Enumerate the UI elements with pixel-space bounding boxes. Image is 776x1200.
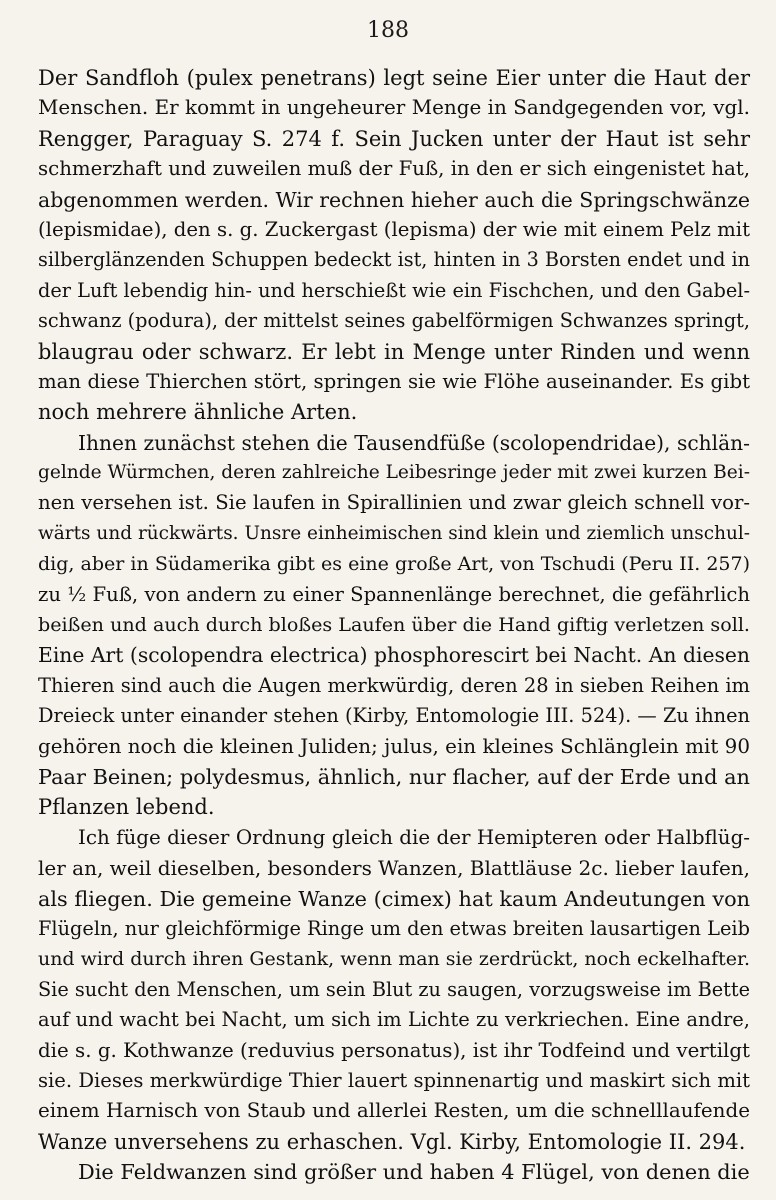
text-line: wärts und rückwärts. Unsre einheimischen sind klein und ziemlich unschul- (38, 522, 750, 544)
text-line: Eine Art (scolopendra electrica) phosphorescirt bei Nacht. An diesen (38, 643, 750, 668)
text-line: Flügeln, nur gleichförmige Ringe um den etwas breiten lausartigen Leib (38, 916, 750, 940)
text-line: dig, aber in Südamerika gibt es eine große Art, von Tschudi (Peru II. 257) (38, 553, 750, 576)
paragraph (38, 428, 750, 823)
text-line: (lepismidae), den s. g. Zuckergast (lepisma) der wie mit einem Pelz mit (38, 217, 750, 241)
text-line: Sie sucht den Menschen, um sein Blut zu saugen, vorzugsweise im Bette (38, 977, 750, 1001)
text-line: schmerzhaft und zuweilen muß der Fuß, in den er sich eingenistet hat, (38, 157, 751, 181)
text-line: sie. Dieses merkwürdige Thier lauert spinnenartig und maskirt sich mit (38, 1068, 750, 1092)
text-line: schwanz (podura), der mittelst seines gabelförmigen Schwanzes springt, (38, 309, 750, 333)
text-line: beißen und auch durch bloßes Laufen über die Hand giftig verletzen soll. (38, 613, 750, 637)
text-line: gelnde Würmchen, deren zahlreiche Leibesringe jeder mit zwei kurzen Bei- (38, 462, 750, 484)
text-line: noch mehrere ähnliche Arten. (38, 400, 358, 425)
text-line: abgenommen werden. Wir rechnen hieher auch die Springschwänze (38, 187, 750, 212)
text-line: zu ½ Fuß, von andern zu einer Spannenlänge berechnet, die gefährlich (38, 582, 750, 606)
text-line: Dreieck unter einander stehen (Kirby, Entomologie III. 524). — Zu ihnen (38, 704, 750, 728)
text-line: Thieren sind auch die Augen merkwürdig, deren 28 in sieben Reihen im (38, 673, 750, 697)
text-line: Ich füge dieser Ordnung gleich die der Hemipteren oder Halbflüg- (78, 825, 750, 849)
text-line: nen versehen ist. Sie laufen in Spirallinien und zwar gleich schnell vor- (38, 491, 750, 515)
text-line: Rengger, Paraguay S. 274 f. Sein Jucken unter der Haut ist sehr (38, 126, 750, 151)
body-text (38, 63, 750, 1187)
text-line: Wanze unversehens zu erhaschen. Vgl. Kirby, Entomologie II. 294. (38, 1129, 746, 1154)
text-line: man diese Thierchen stört, springen sie wie Flöhe auseinander. Es gibt (38, 369, 750, 393)
text-line: die s. g. Kothwanze (reduvius personatus), ist ihr Todfeind und vertilgt (38, 1038, 750, 1062)
text-line: silberglänzenden Schuppen bedeckt ist, hinten in 3 Borsten endet und in (38, 248, 750, 272)
paragraph (38, 63, 750, 428)
text-line: Die Feldwanzen sind größer und haben 4 Flügel, von denen die (78, 1160, 750, 1185)
paragraph (38, 1157, 750, 1187)
paragraph (38, 823, 750, 1157)
text-line: ler an, weil dieselben, besonders Wanzen, Blattläuse 2c. lieber laufen, (38, 856, 751, 881)
text-line: der Luft lebendig hin- und herschießt wie ein Fischchen, und den Gabel- (38, 278, 750, 302)
text-line: Ihnen zunächst stehen die Tausendfüße (scolopendridae), schlän- (78, 430, 750, 455)
text-line: blaugrau oder schwarz. Er lebt in Menge unter Rinden und wenn (38, 339, 750, 364)
text-line: als fliegen. Die gemeine Wanze (cimex) hat kaum Andeutungen von (38, 886, 750, 911)
page-number: 188 (367, 18, 409, 43)
text-line: einem Harnisch von Staub und allerlei Resten, um die schnelllaufende (38, 1099, 750, 1123)
text-line: auf und wacht bei Nacht, um sich im Lichte zu verkriechen. Eine andre, (38, 1008, 750, 1032)
text-line: und wird durch ihren Gestank, wenn man sie zerdrückt, noch eckelhafter. (38, 948, 750, 971)
text-line: Pflanzen lebend. (38, 795, 215, 820)
text-line: Paar Beinen; polydesmus, ähnlich, nur flacher, auf der Erde und an (38, 764, 750, 789)
text-line: gehören noch die kleinen Juliden; julus, ein kleines Schlänglein mit 90 (38, 734, 750, 758)
text-line: Der Sandfloh (pulex penetrans) legt seine Eier unter die Haut der (38, 66, 750, 90)
text-line: Menschen. Er kommt in ungeheurer Menge in Sandgegenden vor, vgl. (38, 96, 750, 120)
